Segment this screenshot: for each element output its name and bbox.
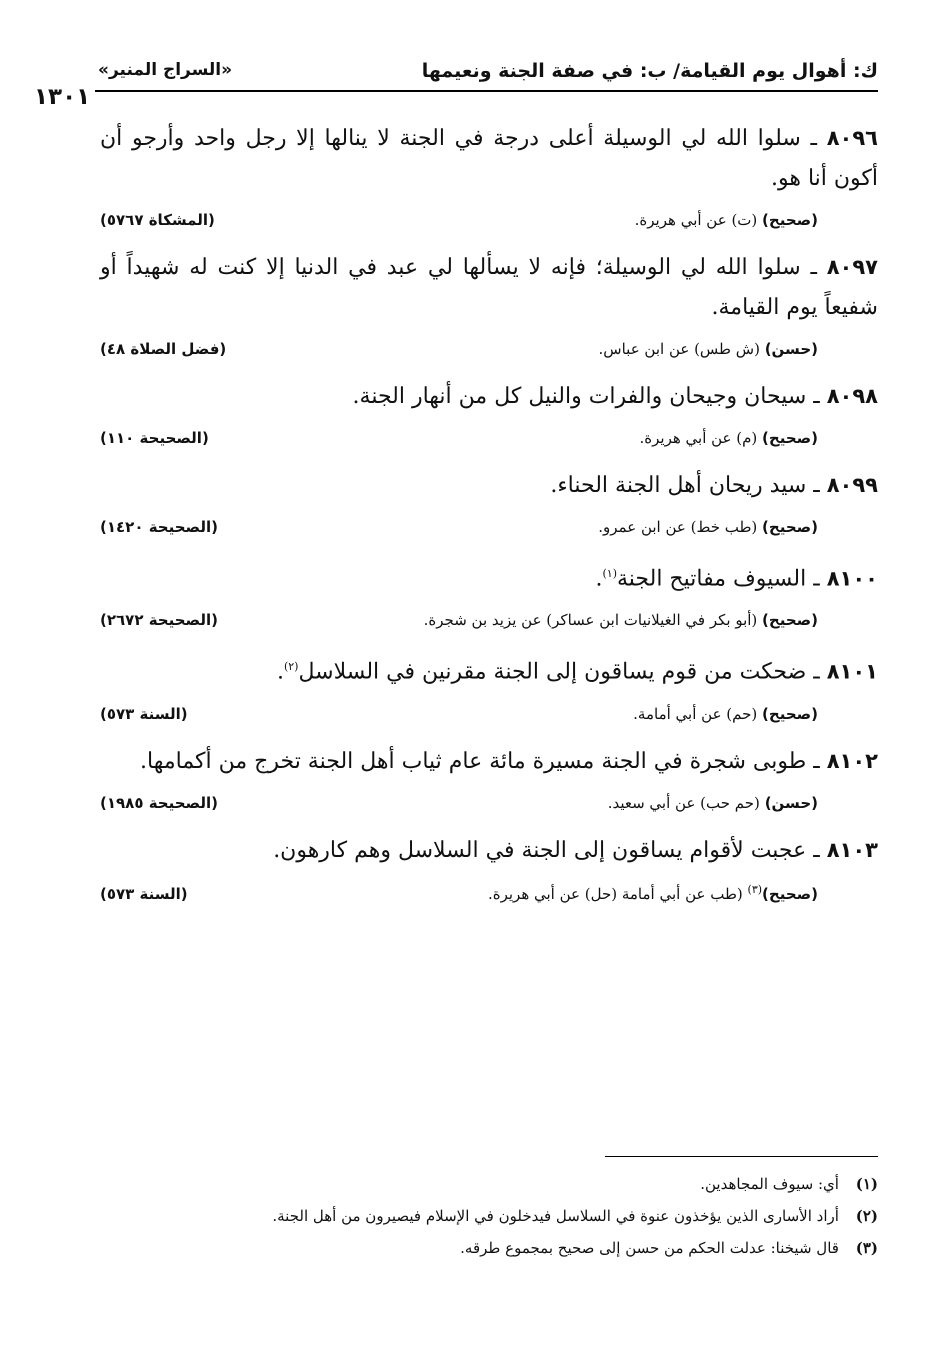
footnote-number: (٢) — [855, 1207, 878, 1225]
hadith-entry — [100, 554, 878, 629]
grade: (حسن) — [764, 340, 818, 358]
source-reference: (فضل الصلاة ٤٨) — [100, 340, 227, 358]
page-number: ١٣٠١ — [34, 84, 91, 110]
chapter-heading: ك: أهوال يوم القيامة/ ب: في صفة الجنة ونعيمها — [421, 60, 878, 82]
dash: ـ — [806, 659, 820, 685]
hadith-body: سلوا الله لي الوسيلة؛ فإنه لا يسألها لي عبد في الدنيا إلا كنت له شهيداً أو شفيعاً يوم القيامة. — [100, 255, 878, 320]
hadith-body: سيحان وجيحان والفرات والنيل كل من أنهار الجنة. — [352, 384, 807, 409]
grade-and-narration — [598, 518, 818, 536]
hadith-text — [100, 647, 878, 692]
hadith-number: ٨٠٩٧ — [826, 255, 878, 279]
narration: (حم) عن أبي أمامة. — [633, 704, 758, 723]
hadith-body: سيد ريحان أهل الجنة الحناء. — [550, 473, 807, 498]
hadith-number: ٨١٠٣ — [826, 837, 878, 862]
footnote-marker: (٣) — [747, 882, 763, 896]
grade: (صحيح) — [762, 211, 818, 229]
footnote-number: (١) — [855, 1175, 878, 1193]
dash: ـ — [806, 748, 820, 774]
source-reference: (الصحيحة ١١٠) — [100, 429, 209, 447]
hadith-body: ضحكت من قوم يساقون إلى الجنة مقرنين في السلاسل — [298, 659, 807, 685]
hadith-text — [100, 376, 878, 417]
header-rule — [95, 90, 878, 92]
grade-and-narration — [488, 883, 818, 903]
book-title: «السراج المنير» — [98, 60, 233, 80]
hadith-number: ٨٠٩٦ — [826, 126, 878, 150]
narration: (حم حب) عن أبي سعيد. — [607, 793, 760, 812]
dash: ـ — [806, 566, 820, 592]
grade: (صحيح) — [762, 704, 818, 723]
hadith-meta — [100, 518, 878, 536]
hadith-number: ٨٠٩٨ — [826, 384, 878, 408]
hadith-text — [100, 741, 878, 782]
source-reference: (الصحيحة ١٩٨٥) — [100, 793, 218, 812]
source-reference: (الصحيحة ١٤٢٠) — [100, 518, 218, 536]
grade: (صحيح) — [762, 518, 818, 536]
footnote — [100, 1168, 878, 1200]
hadith-meta — [100, 340, 878, 358]
hadith-text — [100, 830, 878, 871]
footnote-number: (٣) — [855, 1239, 878, 1257]
hadith-end: . — [276, 659, 284, 685]
footnote — [100, 1200, 878, 1232]
hadith-body: طوبى شجرة في الجنة مسيرة مائة عام ثياب أهل الجنة تخرج من أكمامها. — [140, 748, 807, 774]
narration: (ت) عن أبي هريرة. — [634, 211, 758, 229]
hadith-entry — [100, 647, 878, 722]
hadith-entry — [100, 376, 878, 447]
hadith-text — [100, 247, 878, 328]
narration: (ش طس) عن ابن عباس. — [598, 340, 760, 358]
dash: ـ — [800, 126, 818, 151]
hadith-meta — [100, 794, 878, 812]
grade-and-narration — [635, 211, 818, 229]
hadith-number: ٨١٠٢ — [826, 748, 878, 773]
grade-and-narration — [424, 611, 818, 629]
source-reference: (الصحيحة ٢٦٧٢) — [100, 611, 218, 630]
hadith-entry — [100, 830, 878, 903]
dash: ـ — [806, 384, 820, 409]
narration: (طب عن أبي أمامة (حل) عن أبي هريرة. — [487, 884, 743, 903]
hadith-meta — [100, 211, 878, 229]
footnote-text: قال شيخنا: عدلت الحكم من حسن إلى صحيح بمجموع طرقه. — [460, 1239, 839, 1257]
hadith-number: ٨٠٩٩ — [826, 473, 878, 497]
hadith-meta — [100, 429, 878, 447]
hadith-entry — [100, 741, 878, 812]
page-header — [34, 52, 878, 110]
source-reference: (المشكاة ٥٧٦٧) — [100, 211, 215, 229]
narration: (م) عن أبي هريرة. — [639, 429, 758, 447]
dash: ـ — [806, 837, 820, 863]
footnote-text: أي: سيوف المجاهدين. — [700, 1175, 839, 1193]
grade: (حسن) — [764, 793, 818, 812]
source-reference: (السنة ٥٧٣) — [100, 884, 188, 903]
hadith-body: سلوا الله لي الوسيلة أعلى درجة في الجنة لا ينالها إلا رجل واحد وأرجو أن أكون أنا هو. — [100, 126, 878, 191]
narration: (طب خط) عن ابن عمرو. — [598, 518, 758, 536]
hadith-meta — [100, 883, 878, 903]
hadith-text — [100, 465, 878, 506]
footnotes — [100, 1168, 878, 1264]
grade: (صحيح) — [762, 611, 818, 630]
hadith-entry — [100, 465, 878, 536]
footnote-marker: (١) — [602, 567, 617, 580]
hadith-end: . — [595, 566, 603, 592]
hadith-body: السيوف مفاتيح الجنة — [616, 566, 807, 592]
dash: ـ — [800, 255, 817, 280]
hadith-entry — [100, 118, 878, 229]
grade-and-narration — [599, 340, 818, 358]
footnote-separator — [605, 1156, 878, 1157]
footnote — [100, 1232, 878, 1264]
hadith-text — [100, 118, 878, 199]
grade: (صحيح) — [762, 884, 818, 903]
narration: (أبو بكر في الغيلانيات ابن عساكر) عن يزيد بن شجرة. — [423, 611, 758, 630]
footnote-text: أراد الأسارى الذين يؤخذون عنوة في السلاسل فيدخلون في الإسلام فيصيرون من أهل الجنة. — [272, 1207, 839, 1225]
grade-and-narration — [608, 794, 818, 812]
dash: ـ — [806, 473, 820, 498]
grade-and-narration — [639, 429, 818, 447]
hadith-number: ٨١٠٠ — [826, 566, 878, 591]
hadith-entry — [100, 247, 878, 358]
hadith-list — [100, 118, 878, 921]
hadith-meta — [100, 705, 878, 723]
hadith-meta — [100, 611, 878, 629]
footnote-marker: (٢) — [283, 660, 299, 674]
hadith-text — [100, 554, 878, 599]
grade: (صحيح) — [762, 429, 818, 447]
grade-and-narration — [633, 705, 818, 723]
hadith-number: ٨١٠١ — [826, 659, 878, 684]
hadith-body: عجبت لأقوام يساقون إلى الجنة في السلاسل وهم كارهون. — [273, 837, 807, 863]
source-reference: (السنة ٥٧٣) — [100, 704, 188, 723]
